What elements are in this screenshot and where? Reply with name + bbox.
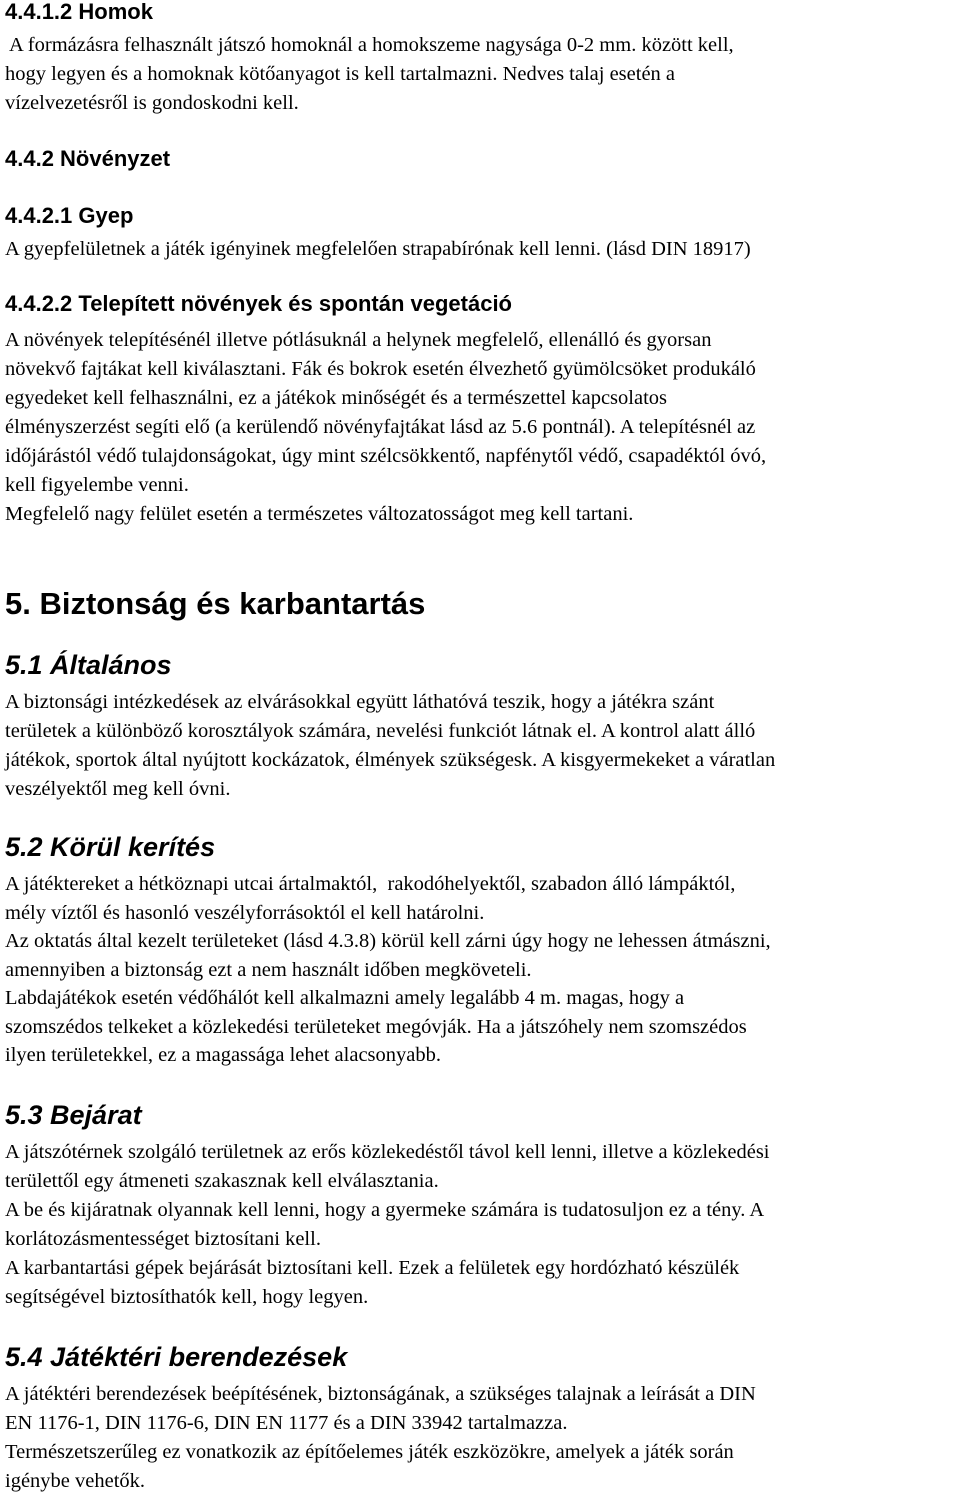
text-line: A formázásra felhasznált játszó homoknál a homokszeme nagysága 0-2 mm. között kell, <box>5 34 734 56</box>
text-line: A biztonsági intézkedések az elvárásokkal együtt láthatóvá teszik, hogy a játékra szánt <box>5 691 715 713</box>
text-line: ilyen területekkel, ez a magassága lehet alacsonyabb. <box>5 1044 441 1066</box>
text-line: A játéktereket a hétköznapi utcai ártalmaktól, rakodóhelyektől, szabadon álló lámpáktól, <box>5 873 736 895</box>
paragraph-korul-kerites <box>5 870 960 1070</box>
paragraph-altalanos <box>5 688 960 804</box>
heading-telepitett: 4.4.2.2 Telepített növények és spontán vegetáció <box>5 291 512 316</box>
text-line: szomszédos telkeket a közlekedési területeket megóvják. Ha a játszóhely nem szomszédos <box>5 1015 747 1038</box>
text-line: területtől egy átmeneti szakasznak kell elválasztania. <box>5 1170 439 1192</box>
text-line: területek a különböző korosztályok számára, nevelési funkciót látnak el. A kontrol alatt álló <box>5 720 756 742</box>
text-line: A karbantartási gépek bejárását biztosítani kell. Ezek a felületek egy hordózható készülék <box>5 1257 740 1279</box>
paragraph-gyep <box>5 235 960 264</box>
heading-homok: 4.4.1.2 Homok <box>5 0 153 24</box>
text-line: EN 1176-1, DIN 1176-6, DIN EN 1177 és a DIN 33942 tartalmazza. <box>5 1412 568 1434</box>
text-line: A gyepfelületnek a játék igényinek megfelelően strapabírónak kell lenni. (lásd DIN 18917) <box>5 238 751 260</box>
paragraph-homok <box>5 31 960 118</box>
text-line: játékok, sportok által nyújtott kockázatok, élmények szükségesk. A kisgyermekeket a váratlan <box>5 749 776 771</box>
text-line: hogy legyen és a homoknak kötőanyagot is kell tartalmazni. Nedves talaj esetén a <box>5 63 676 85</box>
heading-bejarat: 5.3 Bejárat <box>5 1100 142 1130</box>
text-line: igénybe vehetők. <box>5 1470 146 1492</box>
text-line: időjárástól védő tulajdonságokat, úgy mint szélcsökkentő, napfénytől védő, csapadéktól óvó, <box>5 445 767 467</box>
text-line: vízelvezetésről is gondoskodni kell. <box>5 92 299 114</box>
heading-berendezesek: 5.4 Játéktéri berendezések <box>5 1342 348 1372</box>
text-line: segítségével biztosíthatók kell, hogy legyen. <box>5 1286 369 1308</box>
heading-gyep: 4.4.2.1 Gyep <box>5 203 134 228</box>
text-line: veszélyektől meg kell óvni. <box>5 778 231 800</box>
paragraph-berendezesek <box>5 1380 960 1496</box>
text-line: mély víztől és hasonló veszélyforrásoktól el kell határolni. <box>5 901 485 924</box>
text-line: Természetszerűleg ez vonatkozik az építőelemes játék eszközökre, amelyek a játék során <box>5 1441 734 1463</box>
text-line: A növények telepítésénél illetve pótlásuknál a helynek megfelelő, ellenálló és gyorsan <box>5 329 712 351</box>
text-line: Labdajátékok esetén védőhálót kell alkalmazni amely legalább 4 m. magas, hogy a <box>5 987 685 1009</box>
text-line: amennyiben a biztonság ezt a nem használt időben megköveteli. <box>5 958 532 981</box>
text-line: A játszótérnek szolgáló területnek az erős közlekedéstől távol kell lenni, illetve a közlekedési <box>5 1141 770 1163</box>
text-line: A be és kijáratnak olyannak kell lenni, hogy a gyermeke számára is tudatosuljon ez a tény. A <box>5 1199 765 1221</box>
heading-biztonsag: 5. Biztonság és karbantartás <box>5 586 426 621</box>
text-line: Az oktatás által kezelt területeket (lásd 4.3.8) körül kell zárni úgy hogy ne lehessen átmászni, <box>5 930 771 952</box>
text-line: Megfelelő nagy felület esetén a természetes változatosságot meg kell tartani. <box>5 503 634 525</box>
text-line: A játéktéri berendezések beépítésének, biztonságának, a szükséges talajnak a leírását a DIN <box>5 1383 756 1405</box>
heading-altalanos: 5.1 Általános <box>5 650 172 680</box>
paragraph-bejarat <box>5 1138 960 1312</box>
heading-novenyzet: 4.4.2 Növényzet <box>5 146 171 171</box>
text-line: kell figyelembe venni. <box>5 474 189 496</box>
heading-korul-kerites: 5.2 Körül kerítés <box>5 832 216 862</box>
text-line: egyedeket kell felhasználni, ez a játékok minőségét és a természettel kapcsolatos <box>5 387 667 409</box>
text-line: élményszerzést segíti elő (a kerülendő növényfajtákat lásd az 5.6 pontnál). A telepítésnél az <box>5 416 756 438</box>
text-line: korlátozásmentességet biztosítani kell. <box>5 1228 321 1250</box>
paragraph-telepitett <box>5 326 960 529</box>
text-line: növekvő fajtákat kell kiválasztani. Fák és bokrok esetén élvezhető gyümölcsöket produkáló <box>5 358 756 380</box>
